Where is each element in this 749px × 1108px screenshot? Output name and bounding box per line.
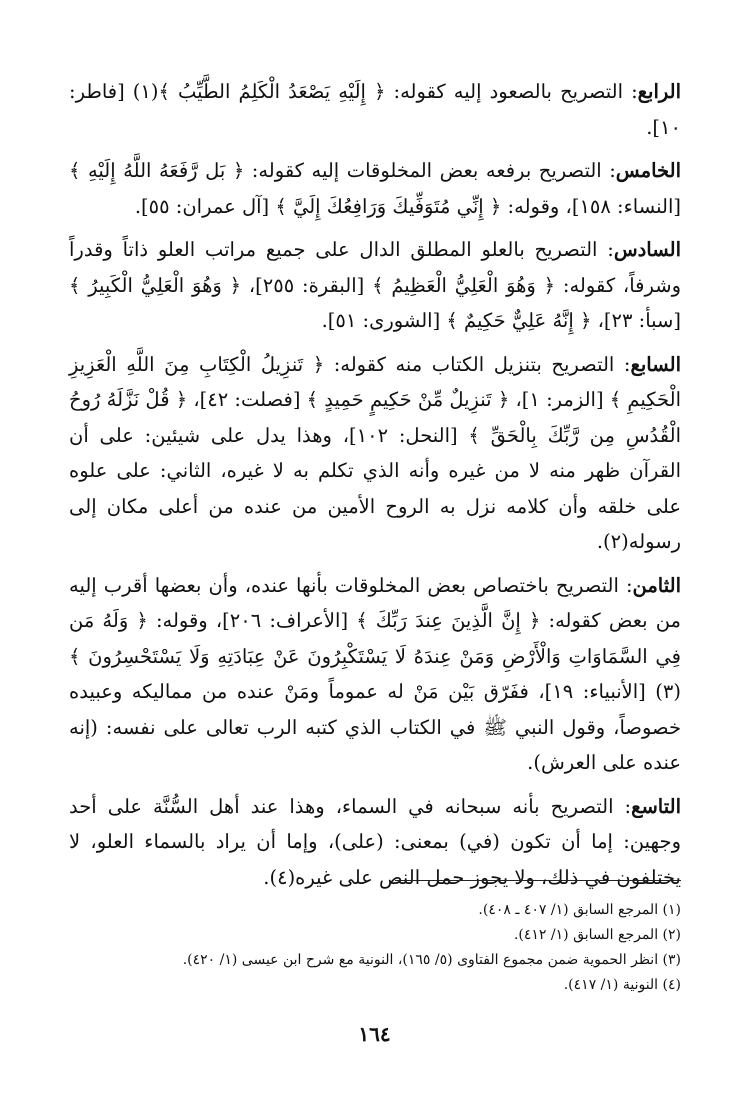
paragraph-heading: السابع (630, 352, 681, 376)
paragraph-5 (69, 153, 681, 224)
paragraph-heading: السادس (613, 238, 681, 261)
paragraph-body: : التصريح بتنزيل الكتاب منه كقوله: ﴿ تَنزِيلُ الْكِتَابِ مِنَ اللَّهِ الْعَزِيزِ الْحَكِيمِ ﴾ [الزمر: ١]، ﴿ تَنزِيلٌ مِّنْ حَكِيمٍ حَمِيدٍ ﴾ [فصلت: ٤٢]، ﴿ قُلْ نَزَّلَهُ رُوحُ الْقُدُسِ مِن رَّبِّكَ بِالْحَقِّ ﴾ [النحل: ١٠٢]، وهذا يدل على شيئين: على أن القرآن ظهر منه لا من غيره وأنه الذي تكلم به لا غيره، الثاني: على علوه على خلقه وأن كلامه نزل به الروح الأمين من عنده من أعلى مكان إلى رسوله(٢). (69, 352, 681, 553)
paragraph-heading: الثامن (632, 573, 681, 597)
footnotes (69, 898, 681, 998)
paragraph-body: : التصريح بأنه سبحانه في السماء، وهذا عند أهل السُّنَّة على أحد وجهين: إما أن تكون (في) بمعنى: (على)، وإما أن يراد بالسماء العلو، لا يختلفون في ذلك، ولا يجوز حمل النص على غيره(٤). (69, 794, 681, 889)
paragraph-8 (69, 568, 681, 781)
paragraph-body: : التصريح برفعه بعض المخلوقات إليه كقوله: ﴿ بَل رَّفَعَهُ اللَّهُ إِلَيْهِ ﴾ [النساء: ١٥٨]، وقوله: ﴿ إِنِّي مُتَوَفِّيكَ وَرَافِعُكَ إِلَيَّ ﴾ [آل عمران: ٥٥]. (69, 159, 681, 218)
paragraph-body: : التصريح بالعلو المطلق الدال على جميع مراتب العلو ذاتاً وقدراً وشرفاً، كقوله: ﴿ وَهُوَ الْعَلِيُّ الْعَظِيمُ ﴾ [البقرة: ٢٥٥]، ﴿ وَهُوَ الْعَلِيُّ الْكَبِيرُ ﴾ [سبأ: ٢٣]، ﴿ إِنَّهُ عَلِيٌّ حَكِيمٌ ﴾ [الشورى: ٥١]. (69, 238, 681, 332)
footnote-1: (١) المرجع السابق (١/ ٤٠٧ ـ ٤٠٨). (478, 902, 681, 918)
footnote-2: (٢) المرجع السابق (١/ ٤١٢). (513, 927, 681, 943)
paragraph-body: : التصريح باختصاص بعض المخلوقات بأنها عنده، وأن بعضها أقرب إليه من بعض كقوله: ﴿ إِنَّ الَّذِينَ عِندَ رَبِّكَ ﴾ [الأعراف: ٢٠٦]، وقوله: ﴿ وَلَهُ مَن فِي السَّمَاوَاتِ وَالْأَرْضِ وَمَنْ عِندَهُ لَا يَسْتَكْبِرُونَ عَنْ عِبَادَتِهِ وَلَا يَسْتَحْسِرُونَ ﴾(٣) [الأنبياء: ١٩]، ففَرّق بَيْن مَنْ له عموماً ومَنْ عنده من مماليكه وعبيده خصوصاً، وقول النبي ﷺ في الكتاب الذي كتبه الرب تعالى على نفسه: (إنه عنده على العرش). (69, 573, 682, 774)
paragraph-4 (69, 74, 681, 145)
footnote-4: (٤) النونية (١/ ٤١٧). (563, 977, 681, 993)
page-number: ١٦٤ (358, 1022, 391, 1046)
paragraph-heading: الرابع (637, 80, 681, 103)
footnote-3: (٣) انظر الحموية ضمن مجموع الفتاوى (٥/ ١٦٥)، النونية مع شرح ابن عيسى (١/ ٤٢٠). (182, 952, 681, 968)
paragraph-heading: الخامس (615, 159, 681, 182)
paragraph-heading: التاسع (631, 794, 681, 818)
paragraph-body: : التصريح بالصعود إليه كقوله: ﴿ إِلَيْهِ يَصْعَدُ الْكَلِمُ الطَّيِّبُ ﴾(١) [فاطر: ١٠]. (69, 80, 681, 139)
footnote-divider (395, 880, 681, 881)
paragraph-6 (69, 232, 681, 339)
main-text (69, 74, 681, 903)
paragraph-7 (69, 347, 681, 560)
